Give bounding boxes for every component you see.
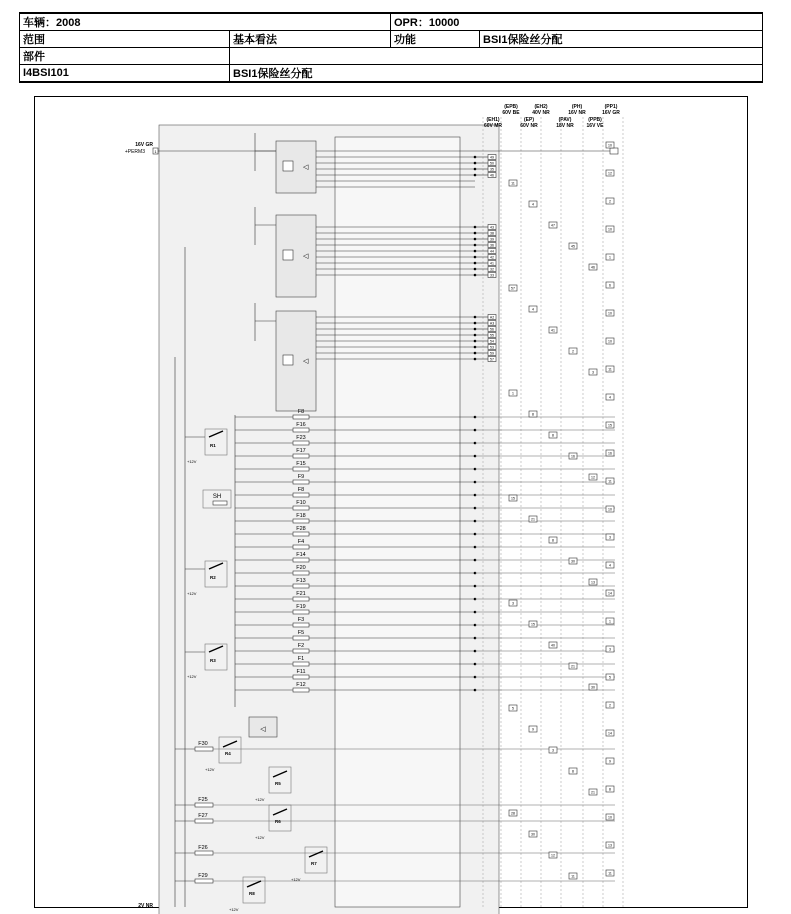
fuse-label: F25 — [198, 797, 208, 803]
pin-label: 15 — [608, 423, 612, 428]
pin-label: 15 — [531, 622, 535, 627]
pin-label: 6 — [609, 283, 611, 288]
pin-label: 21 — [571, 664, 575, 669]
pin-label: 36 — [490, 243, 494, 248]
pin-label: 1 — [512, 391, 514, 396]
pin-label: 3 — [512, 601, 514, 606]
relay-module — [276, 311, 316, 411]
fuse-symbol — [293, 649, 309, 653]
fuse-label: F10 — [296, 500, 306, 506]
fuse-label: F9 — [297, 474, 305, 480]
pin-label: 16 — [608, 451, 612, 456]
fuse-symbol — [293, 675, 309, 679]
pin-label: 8 — [552, 538, 554, 543]
pin-label: 21 — [531, 517, 535, 522]
wiring-diagram — [34, 96, 748, 912]
pin-label: 14 — [608, 591, 612, 596]
relay-supply: +12V — [187, 459, 197, 464]
relay-supply: +12V — [255, 797, 265, 802]
pin-label: 8 — [572, 769, 574, 774]
fuse-label: F21 — [296, 591, 306, 597]
fuse-symbol — [195, 747, 213, 751]
fuse-symbol — [293, 636, 309, 640]
fuse-label: F3 — [297, 617, 305, 623]
connector-code: (EP) — [524, 117, 534, 123]
fuse-symbol — [293, 415, 309, 419]
pin-label: 11 — [571, 874, 575, 879]
header-table — [19, 12, 763, 83]
pin-label: 39 — [490, 237, 494, 242]
fuse-label: F29 — [198, 873, 208, 879]
pin-label: 8 — [609, 787, 611, 792]
pin-label: 10 — [608, 507, 612, 512]
fuse-label: F15 — [296, 461, 306, 467]
pin-label: 45 — [571, 244, 575, 249]
pin-label: 49 — [490, 155, 494, 160]
fuse-symbol — [293, 506, 309, 510]
pin-label: 1 — [609, 255, 611, 260]
pin-label: 57 — [511, 286, 515, 291]
fuse-symbol — [293, 480, 309, 484]
pin-label: 42 — [490, 255, 494, 260]
relay-module — [276, 215, 316, 297]
function-value: BSI1保险丝分配 — [480, 31, 763, 48]
pin-label: 35 — [490, 167, 494, 172]
fuse-symbol — [293, 441, 309, 445]
fuse-symbol — [195, 879, 213, 883]
fuse-label: F14 — [296, 552, 306, 558]
relay-name: R5 — [275, 781, 281, 786]
relay-arrow-icon: ◁ — [260, 726, 266, 733]
pin-label: 56 — [490, 327, 494, 332]
shunt-symbol — [213, 501, 227, 505]
pin-label: 10 — [608, 339, 612, 344]
connector-code: (PAV) — [558, 117, 572, 123]
relay-module — [276, 141, 316, 193]
fuse-symbol — [293, 623, 309, 627]
pin-label: 11 — [511, 181, 515, 186]
fuse-label: F5 — [297, 630, 305, 636]
pin-label: 12 — [608, 171, 612, 176]
part-value — [230, 48, 763, 65]
pp1-pin — [610, 148, 618, 154]
pin-label: 3 — [552, 748, 554, 753]
pin-label: 54 — [490, 339, 494, 344]
fuse-symbol — [293, 532, 309, 536]
fuse-symbol — [293, 467, 309, 471]
fuse-label: F13 — [296, 578, 306, 584]
pin-label: 30 — [591, 685, 595, 690]
fuse-symbol — [293, 519, 309, 523]
pin-label: 11 — [608, 479, 612, 484]
pin-label: 50 — [490, 161, 494, 166]
input-name-label: +PERM3 — [124, 149, 145, 155]
relay-supply: +12V — [187, 674, 197, 679]
input-voltage-label: 16V GR — [135, 142, 153, 148]
pin-label: 14 — [608, 731, 612, 736]
fuse-symbol — [293, 662, 309, 666]
fuse-label: F18 — [296, 513, 306, 519]
fuse-label: F2 — [297, 643, 305, 649]
pin-label: 38 — [490, 231, 494, 236]
pin-label: 3 — [592, 370, 594, 375]
fuse-label: F16 — [296, 422, 306, 428]
scope-value: 基本看法 — [230, 31, 391, 48]
fuse-label: F19 — [296, 604, 306, 610]
fuse-symbol — [293, 584, 309, 588]
pin-label: 32 — [490, 267, 494, 272]
pin-label: 40 — [551, 643, 555, 648]
fuse-symbol — [293, 597, 309, 601]
pin-label: 5 — [512, 706, 514, 711]
pin-label: 59 — [490, 351, 494, 356]
pin-label: 30 — [531, 832, 535, 837]
pin-label: 3 — [609, 647, 611, 652]
connector-desc: 60V NR — [520, 123, 538, 129]
pin-label: 41 — [551, 328, 555, 333]
input-pin-label: 1 — [154, 149, 157, 154]
code-desc-cell: BSI1保险丝分配 — [230, 65, 763, 83]
scope-label: 范围 — [20, 31, 230, 48]
pin-label: 4 — [532, 307, 534, 312]
pin-label: 8 — [552, 433, 554, 438]
pin-label: 41 — [490, 261, 494, 266]
fuse-bus-block — [335, 137, 460, 907]
relay-name: R8 — [249, 891, 255, 896]
connector-desc: 18V NR — [556, 123, 574, 129]
pin-label: 1 — [609, 619, 611, 624]
relay-supply: +12V — [205, 767, 215, 772]
pin-label: 15 — [511, 496, 515, 501]
fuse-symbol — [293, 688, 309, 692]
part-label: 部件 — [20, 48, 230, 65]
relay-supply: +12V — [187, 591, 197, 596]
connector-code: (PP1) — [604, 104, 618, 110]
code-cell: I4BSI101 — [20, 65, 230, 83]
fuse-label: F1 — [297, 656, 305, 662]
connector-desc: 16V GR — [602, 110, 620, 116]
pin-label: 10 — [608, 815, 612, 820]
pin-label: A3 — [489, 321, 495, 326]
fuse-label: F8 — [297, 409, 305, 415]
vehicle-cell: 车辆：2008 — [20, 13, 391, 31]
fuse-label: F17 — [296, 448, 306, 454]
pin-label: 10 — [608, 311, 612, 316]
pin-label: 21 — [591, 790, 595, 795]
fuse-symbol — [293, 454, 309, 458]
fuse-symbol — [293, 610, 309, 614]
fuse-label: F11 — [296, 669, 306, 675]
relay-name: R1 — [210, 443, 216, 448]
pin-label: 46 — [490, 173, 494, 178]
relay-arrow-icon: ◁ — [303, 358, 309, 365]
pin-label: 2 — [609, 703, 611, 708]
relay-supply: +12V — [291, 877, 301, 882]
pin-label: 12 — [591, 475, 595, 480]
pin-label: 13 — [608, 843, 612, 848]
pin-label: 57 — [490, 357, 494, 362]
fuse-label: F8 — [297, 487, 305, 493]
pin-label: 47 — [551, 223, 555, 228]
function-label: 功能 — [391, 31, 480, 48]
pin-label: 8 — [532, 412, 534, 417]
fuse-symbol — [293, 545, 309, 549]
pin-label: 46 — [591, 265, 595, 270]
pin-label: 11 — [608, 871, 612, 876]
fuse-label: F4 — [297, 539, 305, 545]
pin-label: 30 — [571, 559, 575, 564]
input-voltage-label: 2V NR — [138, 903, 153, 909]
pin-label: 44 — [490, 249, 494, 254]
fuse-symbol — [293, 493, 309, 497]
connector-desc: 60V MR — [483, 123, 503, 129]
fuse-symbol — [293, 571, 309, 575]
pin-label: 2 — [572, 349, 574, 354]
connector-desc: 16V VE — [586, 123, 604, 129]
fuse-label: F27 — [198, 813, 208, 819]
pin-label: 16 — [571, 454, 575, 459]
fuse-label: F28 — [296, 526, 306, 532]
relay-symbol — [283, 250, 293, 260]
fuse-symbol — [195, 851, 213, 855]
fuse-symbol — [293, 428, 309, 432]
relay-symbol — [283, 355, 293, 365]
relay-name: R4 — [225, 751, 231, 756]
connector-code: (PPB) — [588, 117, 602, 123]
diagram-svg — [35, 97, 749, 912]
pin-label: 9 — [532, 727, 534, 732]
relay-name: R2 — [210, 575, 216, 580]
connector-code: (EPB) — [504, 104, 518, 110]
relay-name: R6 — [275, 819, 281, 824]
fuse-label: F23 — [296, 435, 306, 441]
pin-label: 4 — [532, 202, 534, 207]
relay-name: R3 — [210, 658, 216, 663]
fuse-label: F26 — [198, 845, 208, 851]
pin-label: 33 — [490, 273, 494, 278]
connector-code: (EH1) — [486, 117, 500, 123]
pin-label: 53 — [490, 345, 494, 350]
connector-code: (PH) — [571, 104, 583, 110]
fuse-label: F30 — [198, 741, 208, 747]
pin-label: A2 — [489, 315, 495, 320]
connector-desc: 60V BE — [502, 110, 520, 116]
pin-label: 12 — [551, 853, 555, 858]
relay-supply: +12V — [229, 907, 239, 912]
pin-label: 4 — [609, 563, 611, 568]
pin-label: 2 — [609, 199, 611, 204]
pin-label: 28 — [511, 811, 515, 816]
connector-desc: 16V NR — [568, 110, 586, 116]
pin-label: 55 — [490, 333, 494, 338]
relay-arrow-icon: ◁ — [303, 253, 309, 260]
relay-arrow-icon: ◁ — [303, 164, 309, 171]
relay-supply: +12V — [255, 835, 265, 840]
pin-label: 9 — [609, 759, 611, 764]
relay-symbol — [283, 161, 293, 171]
fuse-symbol — [195, 803, 213, 807]
pin-label: 11 — [608, 367, 612, 372]
pin-label: 43 — [490, 225, 494, 230]
pin-label: 3 — [609, 535, 611, 540]
pin-label: 10 — [608, 143, 612, 148]
fuse-symbol — [293, 558, 309, 562]
fuse-label: F20 — [296, 565, 306, 571]
fuse-symbol — [195, 819, 213, 823]
connector-desc: 40V NR — [532, 110, 550, 116]
pin-label: 5 — [609, 675, 611, 680]
connector-code: (EH2) — [534, 104, 548, 110]
shunt-label: SH — [212, 494, 222, 500]
opr-cell: OPR：10000 — [391, 13, 763, 31]
pin-label: 4 — [609, 395, 611, 400]
fuse-label: F12 — [296, 682, 306, 688]
relay-name: R7 — [311, 861, 317, 866]
pin-label: 10 — [608, 227, 612, 232]
pin-label: 13 — [591, 580, 595, 585]
